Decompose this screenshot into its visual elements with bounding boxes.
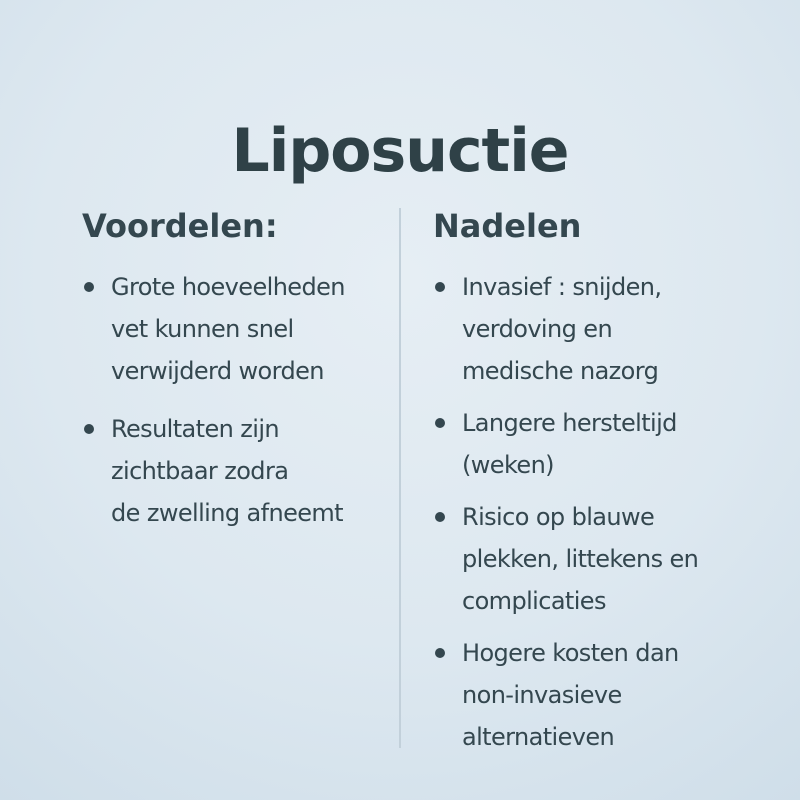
pros-list-item (82, 408, 382, 534)
cons-list (433, 266, 763, 758)
cons-item-line: Langere hersteltijd (462, 409, 677, 437)
pros-list (82, 266, 382, 534)
pros-item-line: zichtbaar zodra (111, 457, 289, 485)
bullet-icon (84, 282, 94, 292)
cons-item-line: alternatieven (462, 723, 615, 751)
cons-item-line: plekken, littekens en (462, 545, 699, 573)
pros-item-line: Grote hoeveelheden (111, 273, 345, 301)
cons-item-line: Hogere kosten dan (462, 639, 679, 667)
column-divider (399, 208, 401, 748)
cons-item-line: verdoving en (462, 315, 613, 343)
pros-heading: Voordelen: (82, 207, 278, 245)
cons-item-line: Risico op blauwe (462, 503, 655, 531)
pros-item-line: Resultaten zijn (111, 415, 280, 443)
cons-list-item (433, 266, 763, 392)
pros-item-line: vet kunnen snel (111, 315, 294, 343)
bullet-icon (84, 424, 94, 434)
pros-list-item (82, 266, 382, 392)
page-title: Liposuctie (231, 116, 569, 187)
cons-item-line: (weken) (462, 451, 554, 479)
bullet-icon (435, 418, 445, 428)
cons-item-line: Invasief : snijden, (462, 273, 662, 301)
cons-column (433, 204, 763, 768)
bullet-icon (435, 282, 445, 292)
cons-item-line: medische nazorg (462, 357, 659, 385)
pros-column (82, 204, 382, 550)
cons-heading: Nadelen (433, 207, 582, 245)
bullet-icon (435, 512, 445, 522)
cons-item-line: non-invasieve (462, 681, 622, 709)
cons-list-item (433, 402, 763, 486)
cons-list-item (433, 632, 763, 758)
cons-list-item (433, 496, 763, 622)
pros-item-line: de zwelling afneemt (111, 499, 343, 527)
pros-item-line: verwijderd worden (111, 357, 324, 385)
bullet-icon (435, 648, 445, 658)
cons-item-line: complicaties (462, 587, 606, 615)
